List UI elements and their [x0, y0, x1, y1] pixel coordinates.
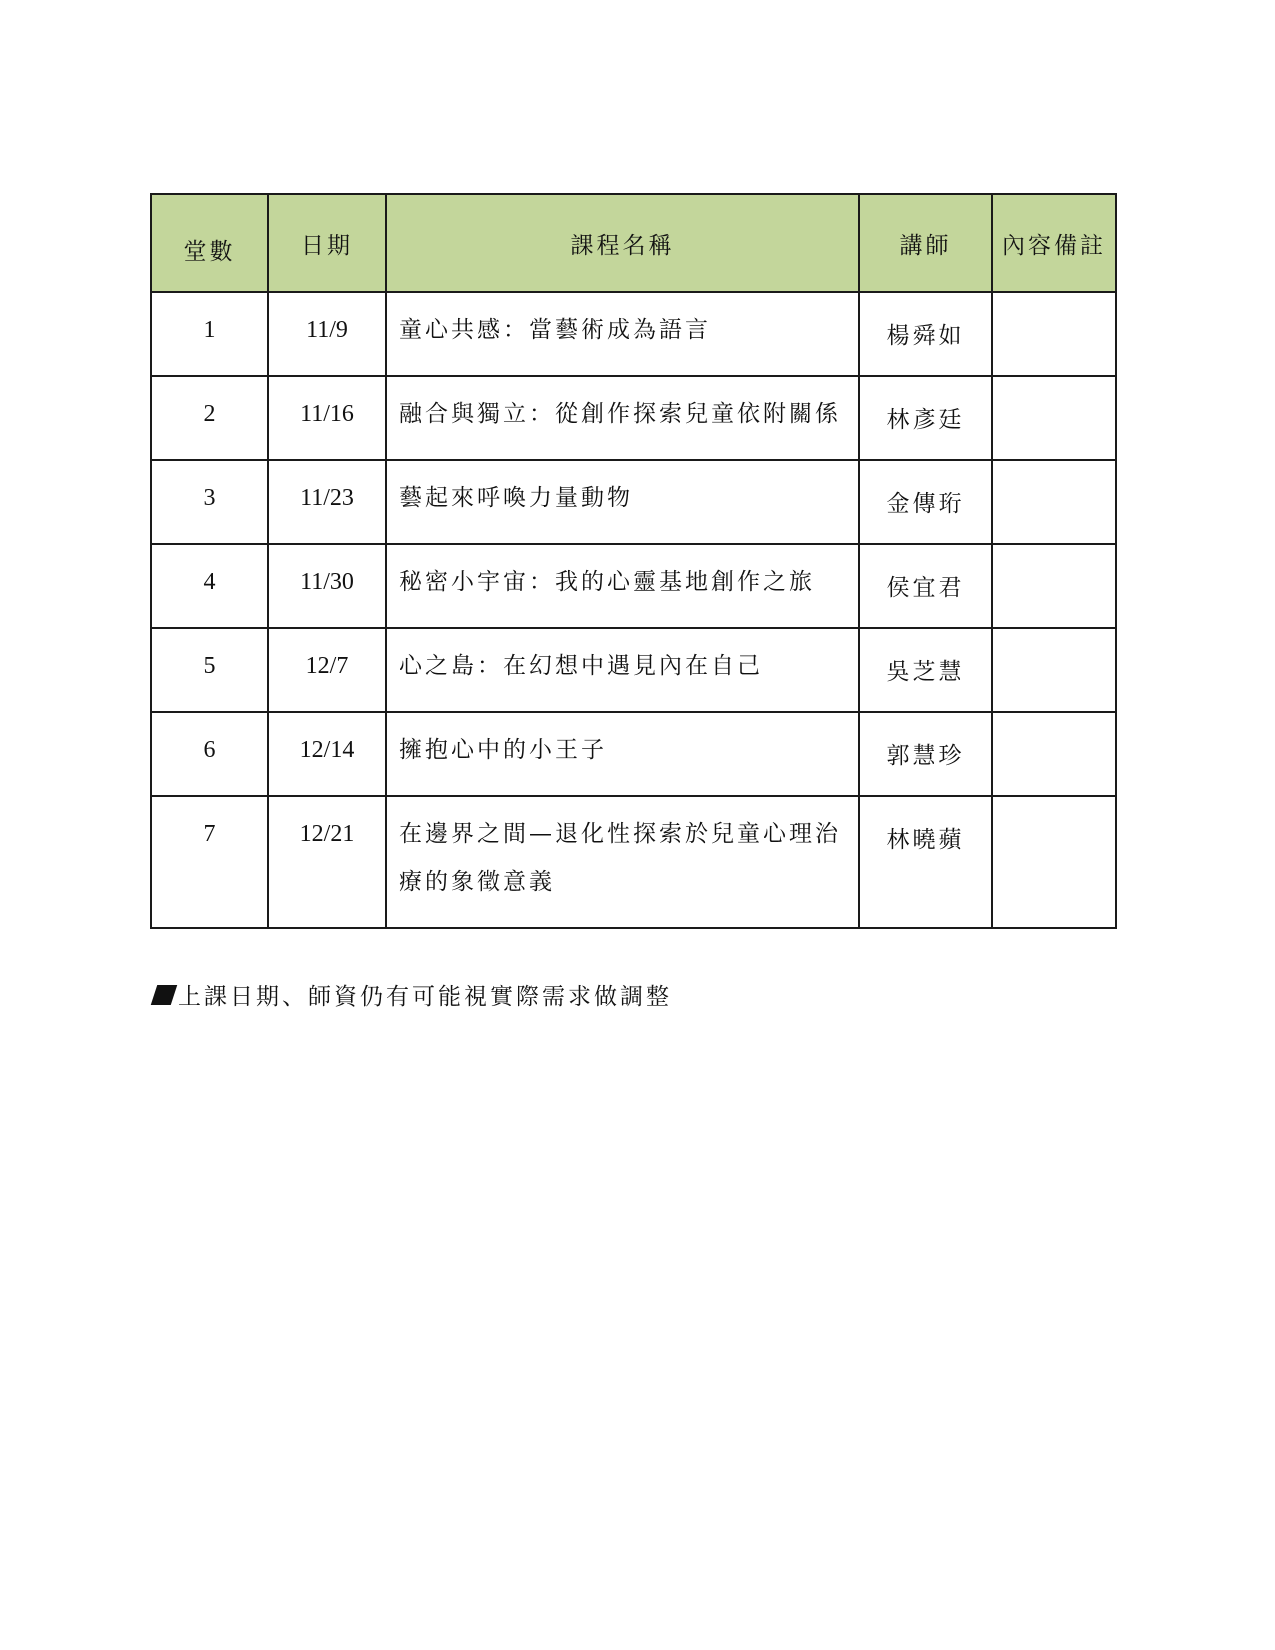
teacher-name: 郭慧珍	[859, 712, 992, 796]
table-row	[151, 628, 1116, 712]
course-title: 藝起來呼喚力量動物	[386, 460, 859, 544]
header-teacher: 講師	[859, 194, 992, 292]
session-date: 12/14	[268, 712, 386, 796]
schedule-note	[150, 978, 672, 1011]
session-number: 5	[151, 628, 268, 712]
header-remark: 內容備註	[992, 194, 1116, 292]
remark-cell	[992, 544, 1116, 628]
course-title: 在邊界之間—退化性探索於兒童心理治療的象徵意義	[386, 796, 859, 928]
session-date: 11/16	[268, 376, 386, 460]
remark-cell	[992, 628, 1116, 712]
remark-cell	[992, 796, 1116, 928]
table-row	[151, 544, 1116, 628]
teacher-name: 林曉蘋	[859, 796, 992, 928]
header-session: 堂數	[151, 194, 268, 292]
teacher-name: 金傳珩	[859, 460, 992, 544]
course-schedule-table	[150, 193, 1117, 929]
note-text: 上課日期、師資仍有可能視實際需求做調整	[178, 984, 672, 1010]
table-row	[151, 460, 1116, 544]
session-number: 4	[151, 544, 268, 628]
session-number: 7	[151, 796, 268, 928]
remark-cell	[992, 292, 1116, 376]
session-date: 12/21	[268, 796, 386, 928]
remark-cell	[992, 460, 1116, 544]
table-row	[151, 712, 1116, 796]
session-date: 12/7	[268, 628, 386, 712]
session-number: 6	[151, 712, 268, 796]
session-number: 1	[151, 292, 268, 376]
table-row	[151, 796, 1116, 928]
course-title: 秘密小宇宙：我的心靈基地創作之旅	[386, 544, 859, 628]
session-date: 11/30	[268, 544, 386, 628]
course-title: 童心共感：當藝術成為語言	[386, 292, 859, 376]
header-date: 日期	[268, 194, 386, 292]
teacher-name: 侯宜君	[859, 544, 992, 628]
course-title: 融合與獨立：從創作探索兒童依附關係	[386, 376, 859, 460]
table-row	[151, 292, 1116, 376]
course-title: 心之島：在幻想中遇見內在自己	[386, 628, 859, 712]
teacher-name: 吳芝慧	[859, 628, 992, 712]
table-header-row	[151, 194, 1116, 292]
session-date: 11/9	[268, 292, 386, 376]
teacher-name: 楊舜如	[859, 292, 992, 376]
session-number: 2	[151, 376, 268, 460]
course-title: 擁抱心中的小王子	[386, 712, 859, 796]
table-row	[151, 376, 1116, 460]
remark-cell	[992, 376, 1116, 460]
remark-cell	[992, 712, 1116, 796]
header-course: 課程名稱	[386, 194, 859, 292]
teacher-name: 林彥廷	[859, 376, 992, 460]
session-number: 3	[151, 460, 268, 544]
black-parallelogram-icon	[151, 985, 177, 1005]
session-date: 11/23	[268, 460, 386, 544]
